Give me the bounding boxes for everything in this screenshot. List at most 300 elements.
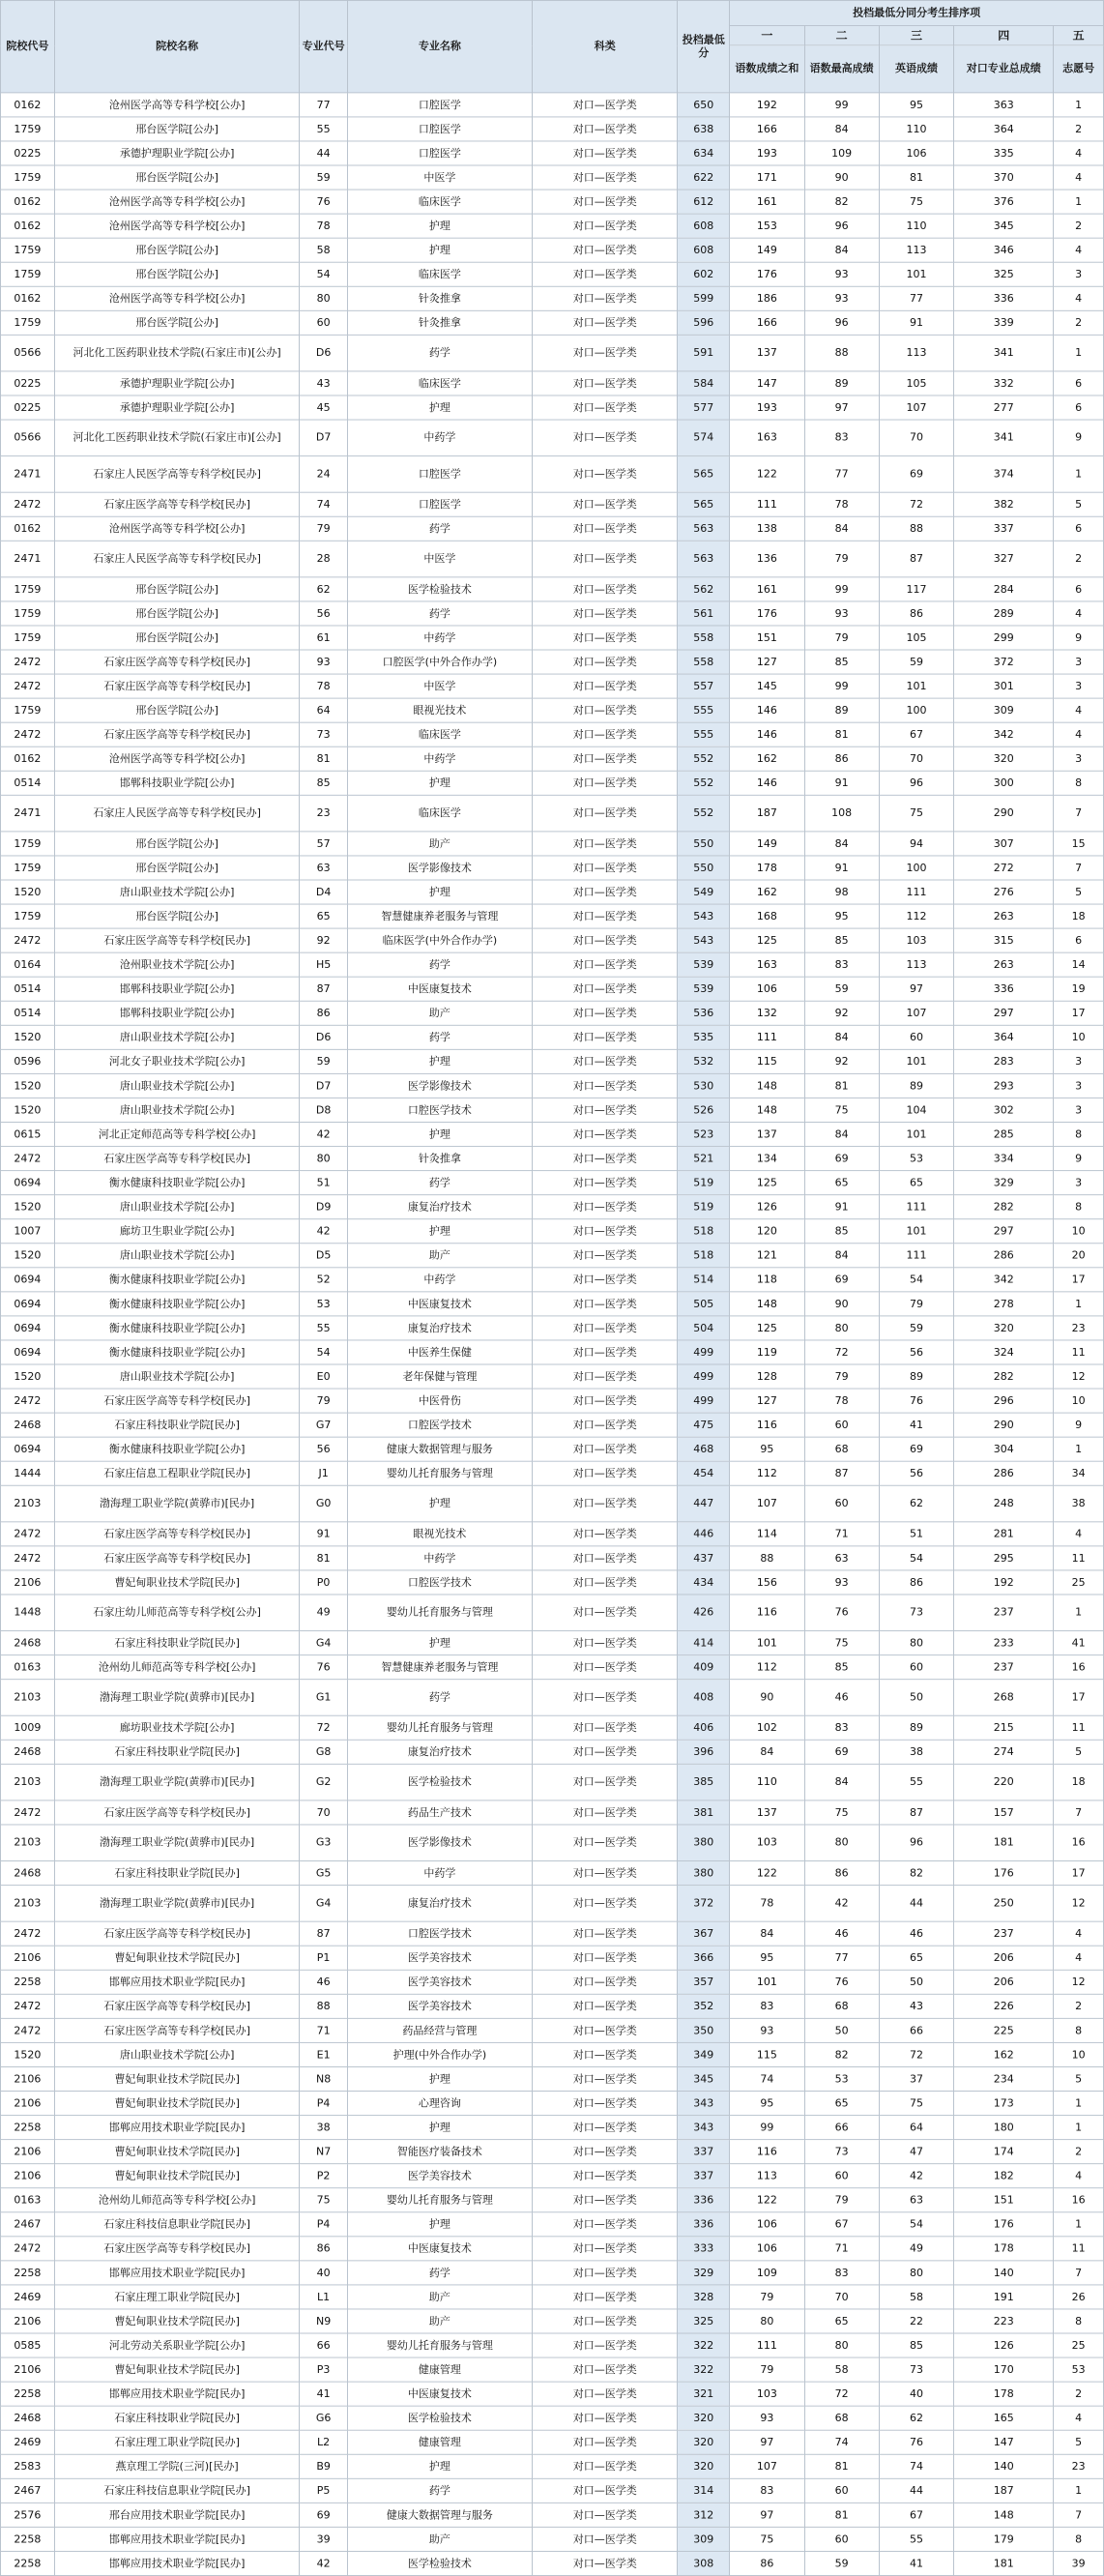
header-chinese-math-max: 语数最高成绩 [804,45,879,93]
cell-min-score: 638 [678,117,730,141]
cell-min-score: 408 [678,1680,730,1716]
cell-vocational-total: 332 [954,371,1054,395]
cell-school-name: 石家庄信息工程职业学院[民办] [54,1461,300,1485]
cell-chinese-math-max: 75 [804,1098,879,1122]
cell-major-name: 眼视光技术 [347,1522,532,1546]
cell-major-code: 62 [300,577,347,601]
cell-major-name: 护理 [347,1631,532,1655]
header-number-5: 五 [1054,25,1104,44]
cell-school-code: 2103 [1,1764,55,1800]
table-row [1,1715,1104,1740]
cell-school-name: 沧州医学高等专科学校[公办] [54,190,300,214]
cell-school-code: 1759 [1,601,55,626]
cell-school-name: 邯郸应用技术职业学院[民办] [54,2527,300,2551]
cell-chinese-math-max: 76 [804,1970,879,1994]
cell-min-score: 539 [678,977,730,1001]
cell-school-name: 邢台医学院[公办] [54,577,300,601]
cell-category: 对口—医学类 [533,2503,678,2527]
cell-english-score: 67 [879,2503,953,2527]
cell-vocational-total: 274 [954,1740,1054,1764]
cell-min-score: 650 [678,93,730,117]
cell-vocational-total: 151 [954,2188,1054,2212]
cell-category: 对口—医学类 [533,904,678,928]
cell-min-score: 437 [678,1546,730,1570]
cell-category: 对口—医学类 [533,214,678,238]
cell-english-score: 55 [879,1764,953,1800]
cell-major-name: 助产 [347,832,532,856]
cell-english-score: 101 [879,1219,953,1244]
cell-min-score: 565 [678,492,730,516]
cell-preference-number: 5 [1054,2066,1104,2091]
cell-min-score: 414 [678,1631,730,1655]
cell-school-code: 0694 [1,1340,55,1364]
cell-vocational-total: 234 [954,2066,1054,2091]
cell-major-code: E0 [300,1364,347,1389]
cell-category: 对口—医学类 [533,2018,678,2042]
cell-english-score: 47 [879,2140,953,2164]
cell-min-score: 409 [678,1655,730,1680]
cell-school-code: 2472 [1,1389,55,1413]
cell-chinese-math-sum: 111 [730,1025,804,1049]
cell-school-name: 石家庄人民医学高等专科学校[民办] [54,541,300,577]
cell-chinese-math-max: 93 [804,286,879,310]
cell-preference-number: 17 [1054,1268,1104,1292]
table-row [1,1098,1104,1122]
cell-preference-number: 4 [1054,722,1104,746]
cell-major-code: 59 [300,1049,347,1073]
cell-preference-number: 4 [1054,286,1104,310]
cell-school-code: 2467 [1,2212,55,2237]
cell-major-name: 婴幼儿托育服务与管理 [347,1715,532,1740]
cell-chinese-math-sum: 121 [730,1244,804,1268]
cell-preference-number: 1 [1054,335,1104,371]
cell-preference-number: 8 [1054,771,1104,795]
cell-category: 对口—医学类 [533,856,678,880]
cell-preference-number: 3 [1054,1171,1104,1195]
cell-preference-number: 2 [1054,541,1104,577]
cell-vocational-total: 181 [954,2551,1054,2575]
cell-vocational-total: 283 [954,1049,1054,1073]
cell-min-score: 555 [678,698,730,722]
cell-major-code: 42 [300,1219,347,1244]
cell-chinese-math-max: 84 [804,516,879,541]
cell-chinese-math-sum: 162 [730,880,804,904]
cell-school-code: 0694 [1,1316,55,1340]
cell-english-score: 113 [879,238,953,262]
cell-english-score: 107 [879,395,953,420]
cell-school-code: 2583 [1,2454,55,2478]
cell-min-score: 530 [678,1073,730,1098]
cell-category: 对口—医学类 [533,928,678,952]
cell-school-name: 承德护理职业学院[公办] [54,141,300,165]
table-row [1,1631,1104,1655]
cell-school-name: 邢台医学院[公办] [54,832,300,856]
cell-chinese-math-max: 87 [804,1461,879,1485]
cell-chinese-math-max: 84 [804,238,879,262]
cell-school-code: 2471 [1,795,55,832]
cell-chinese-math-max: 79 [804,626,879,650]
cell-school-name: 燕京理工学院(三河)[民办] [54,2454,300,2478]
cell-major-code: G4 [300,1631,347,1655]
cell-school-name: 邢台应用技术职业学院[民办] [54,2503,300,2527]
cell-school-name: 石家庄医学高等专科学校[民办] [54,1800,300,1825]
cell-school-name: 河北劳动关系职业学院[公办] [54,2333,300,2357]
cell-chinese-math-max: 85 [804,650,879,674]
cell-major-name: 中药学 [347,1546,532,1570]
cell-vocational-total: 140 [954,2454,1054,2478]
cell-major-name: 医学影像技术 [347,1825,532,1861]
cell-school-name: 邯郸应用技术职业学院[民办] [54,2551,300,2575]
cell-english-score: 75 [879,190,953,214]
cell-chinese-math-sum: 79 [730,2357,804,2382]
cell-chinese-math-sum: 93 [730,2018,804,2042]
cell-english-score: 94 [879,832,953,856]
cell-english-score: 65 [879,1946,953,1970]
cell-school-code: 2469 [1,2285,55,2309]
cell-min-score: 555 [678,722,730,746]
cell-chinese-math-max: 59 [804,977,879,1001]
cell-major-name: 婴幼儿托育服务与管理 [347,1461,532,1485]
table-row [1,2551,1104,2575]
cell-major-code: P0 [300,1570,347,1595]
cell-school-name: 衡水健康科技职业学院[公办] [54,1316,300,1340]
cell-school-code: 1759 [1,577,55,601]
cell-major-code: G3 [300,1825,347,1861]
table-row [1,2212,1104,2237]
cell-chinese-math-sum: 166 [730,117,804,141]
cell-chinese-math-sum: 149 [730,238,804,262]
cell-preference-number: 19 [1054,977,1104,1001]
cell-preference-number: 6 [1054,577,1104,601]
cell-school-code: 2258 [1,2551,55,2575]
cell-chinese-math-sum: 166 [730,310,804,335]
cell-chinese-math-sum: 176 [730,262,804,286]
cell-major-code: D4 [300,880,347,904]
cell-english-score: 77 [879,286,953,310]
cell-category: 对口—医学类 [533,1413,678,1437]
cell-preference-number: 5 [1054,1740,1104,1764]
cell-chinese-math-max: 60 [804,2527,879,2551]
table-row [1,190,1104,214]
cell-english-score: 76 [879,1389,953,1413]
cell-category: 对口—医学类 [533,2140,678,2164]
cell-english-score: 60 [879,1025,953,1049]
cell-school-name: 石家庄理工职业学院[民办] [54,2430,300,2454]
cell-major-code: P4 [300,2092,347,2116]
cell-school-code: 0585 [1,2333,55,2357]
cell-school-code: 2258 [1,2116,55,2140]
header-english-score: 英语成绩 [879,45,953,93]
cell-vocational-total: 140 [954,2261,1054,2285]
cell-school-name: 石家庄科技职业学院[民办] [54,1861,300,1886]
cell-school-name: 沧州医学高等专科学校[公办] [54,516,300,541]
cell-major-name: 药学 [347,335,532,371]
cell-chinese-math-max: 75 [804,1631,879,1655]
table-row [1,165,1104,190]
cell-vocational-total: 376 [954,190,1054,214]
cell-category: 对口—医学类 [533,165,678,190]
cell-min-score: 434 [678,1570,730,1595]
cell-vocational-total: 282 [954,1364,1054,1389]
cell-chinese-math-sum: 83 [730,2478,804,2503]
cell-school-code: 2468 [1,1861,55,1886]
cell-category: 对口—医学类 [533,2188,678,2212]
cell-category: 对口—医学类 [533,977,678,1001]
cell-school-code: 2472 [1,928,55,952]
cell-preference-number: 2 [1054,117,1104,141]
table-row [1,1001,1104,1025]
cell-english-score: 113 [879,335,953,371]
cell-preference-number: 8 [1054,2527,1104,2551]
cell-vocational-total: 364 [954,1025,1054,1049]
cell-vocational-total: 263 [954,952,1054,977]
header-number-2: 二 [804,25,879,44]
cell-vocational-total: 286 [954,1461,1054,1485]
table-row [1,2478,1104,2503]
cell-chinese-math-max: 91 [804,771,879,795]
cell-preference-number: 1 [1054,1292,1104,1316]
table-row [1,1364,1104,1389]
cell-school-name: 邯郸科技职业学院[公办] [54,1001,300,1025]
cell-english-score: 72 [879,2042,953,2066]
table-row [1,2018,1104,2042]
cell-major-code: 23 [300,795,347,832]
cell-major-code: 42 [300,1123,347,1147]
cell-chinese-math-sum: 79 [730,2285,804,2309]
cell-chinese-math-max: 90 [804,1292,879,1316]
cell-school-code: 2472 [1,492,55,516]
cell-preference-number: 38 [1054,1485,1104,1522]
cell-vocational-total: 286 [954,1244,1054,1268]
cell-major-name: 眼视光技术 [347,698,532,722]
cell-min-score: 372 [678,1886,730,1922]
cell-school-name: 唐山职业技术学院[公办] [54,1244,300,1268]
cell-vocational-total: 268 [954,1680,1054,1716]
cell-category: 对口—医学类 [533,1437,678,1461]
table-row [1,1764,1104,1800]
cell-school-name: 沧州职业技术学院[公办] [54,952,300,977]
cell-major-name: 助产 [347,2309,532,2333]
table-row [1,1123,1104,1147]
cell-school-name: 石家庄医学高等专科学校[民办] [54,1546,300,1570]
cell-vocational-total: 320 [954,746,1054,771]
cell-preference-number: 7 [1054,856,1104,880]
table-row [1,2357,1104,2382]
cell-major-code: 39 [300,2527,347,2551]
cell-vocational-total: 250 [954,1886,1054,1922]
header-number-1: 一 [730,25,804,44]
cell-english-score: 86 [879,1570,953,1595]
cell-school-code: 2103 [1,1825,55,1861]
cell-chinese-math-max: 60 [804,2478,879,2503]
table-row [1,1970,1104,1994]
cell-english-score: 50 [879,1970,953,1994]
cell-school-name: 衡水健康科技职业学院[公办] [54,1437,300,1461]
table-row [1,2527,1104,2551]
cell-school-code: 2258 [1,2527,55,2551]
cell-chinese-math-max: 84 [804,1244,879,1268]
cell-english-score: 111 [879,1244,953,1268]
cell-chinese-math-sum: 148 [730,1098,804,1122]
cell-major-code: 65 [300,904,347,928]
cell-english-score: 75 [879,795,953,832]
cell-preference-number: 8 [1054,1123,1104,1147]
cell-major-code: 54 [300,262,347,286]
table-row [1,722,1104,746]
cell-preference-number: 20 [1054,1244,1104,1268]
cell-major-code: 71 [300,2018,347,2042]
cell-major-code: P1 [300,1946,347,1970]
cell-preference-number: 16 [1054,1655,1104,1680]
table-row [1,2188,1104,2212]
cell-category: 对口—医学类 [533,420,678,456]
cell-school-code: 0225 [1,141,55,165]
cell-major-code: G0 [300,1485,347,1522]
table-row [1,214,1104,238]
cell-chinese-math-sum: 146 [730,722,804,746]
cell-chinese-math-sum: 114 [730,1522,804,1546]
cell-category: 对口—医学类 [533,1886,678,1922]
cell-school-name: 河北化工医药职业技术学院(石家庄市)[公办] [54,420,300,456]
cell-preference-number: 11 [1054,1546,1104,1570]
cell-chinese-math-sum: 119 [730,1340,804,1364]
cell-major-name: 护理 [347,2066,532,2091]
cell-chinese-math-max: 77 [804,1946,879,1970]
cell-category: 对口—医学类 [533,952,678,977]
cell-major-name: 医学检验技术 [347,2406,532,2430]
cell-vocational-total: 148 [954,2503,1054,2527]
cell-vocational-total: 382 [954,492,1054,516]
cell-school-code: 0694 [1,1268,55,1292]
cell-english-score: 96 [879,771,953,795]
cell-chinese-math-max: 95 [804,904,879,928]
cell-preference-number: 16 [1054,2188,1104,2212]
cell-major-code: 41 [300,2382,347,2406]
cell-chinese-math-max: 84 [804,1025,879,1049]
cell-category: 对口—医学类 [533,310,678,335]
table-row [1,1413,1104,1437]
cell-major-name: 药学 [347,516,532,541]
cell-category: 对口—医学类 [533,1195,678,1219]
cell-min-score: 536 [678,1001,730,1025]
cell-major-name: 口腔医学 [347,141,532,165]
cell-chinese-math-sum: 115 [730,2042,804,2066]
cell-preference-number: 16 [1054,1825,1104,1861]
cell-school-code: 2471 [1,541,55,577]
cell-chinese-math-sum: 176 [730,601,804,626]
cell-min-score: 321 [678,2382,730,2406]
cell-school-code: 2468 [1,1413,55,1437]
cell-chinese-math-sum: 97 [730,2503,804,2527]
cell-min-score: 562 [678,577,730,601]
cell-school-name: 沧州医学高等专科学校[公办] [54,214,300,238]
cell-major-code: 54 [300,1340,347,1364]
cell-major-code: 38 [300,2116,347,2140]
cell-preference-number: 26 [1054,2285,1104,2309]
cell-category: 对口—医学类 [533,1655,678,1680]
cell-chinese-math-sum: 187 [730,795,804,832]
cell-category: 对口—医学类 [533,2285,678,2309]
cell-chinese-math-max: 72 [804,1340,879,1364]
cell-category: 对口—医学类 [533,1680,678,1716]
cell-chinese-math-sum: 101 [730,1631,804,1655]
cell-chinese-math-sum: 122 [730,1861,804,1886]
cell-english-score: 101 [879,1123,953,1147]
cell-major-name: 康复治疗技术 [347,1886,532,1922]
cell-major-code: 93 [300,650,347,674]
cell-major-name: 助产 [347,1001,532,1025]
cell-school-code: 0225 [1,395,55,420]
cell-min-score: 380 [678,1861,730,1886]
cell-category: 对口—医学类 [533,1861,678,1886]
cell-chinese-math-sum: 116 [730,2140,804,2164]
cell-school-code: 2468 [1,1631,55,1655]
cell-chinese-math-max: 83 [804,2261,879,2285]
cell-category: 对口—医学类 [533,1340,678,1364]
cell-category: 对口—医学类 [533,2357,678,2382]
header-number-3: 三 [879,25,953,44]
cell-major-name: 健康管理 [347,2357,532,2382]
cell-min-score: 309 [678,2527,730,2551]
cell-english-score: 100 [879,856,953,880]
cell-chinese-math-max: 46 [804,1921,879,1946]
cell-school-name: 曹妃甸职业技术学院[民办] [54,2066,300,2091]
cell-major-code: D9 [300,1195,347,1219]
cell-chinese-math-sum: 134 [730,1147,804,1171]
cell-english-score: 113 [879,952,953,977]
cell-chinese-math-max: 82 [804,2042,879,2066]
cell-vocational-total: 215 [954,1715,1054,1740]
cell-category: 对口—医学类 [533,577,678,601]
table-row [1,1570,1104,1595]
cell-chinese-math-max: 92 [804,1001,879,1025]
cell-school-name: 沧州幼儿师范高等专科学校[公办] [54,1655,300,1680]
cell-chinese-math-sum: 137 [730,1123,804,1147]
cell-major-name: 口腔医学 [347,492,532,516]
cell-vocational-total: 289 [954,601,1054,626]
cell-category: 对口—医学类 [533,456,678,493]
table-row [1,541,1104,577]
cell-vocational-total: 342 [954,722,1054,746]
cell-school-name: 渤海理工职业学院(黄骅市)[民办] [54,1886,300,1922]
cell-chinese-math-max: 69 [804,1740,879,1764]
cell-min-score: 325 [678,2309,730,2333]
cell-category: 对口—医学类 [533,190,678,214]
cell-min-score: 357 [678,1970,730,1994]
cell-chinese-math-max: 74 [804,2430,879,2454]
cell-major-code: 51 [300,1171,347,1195]
cell-school-code: 1520 [1,880,55,904]
cell-vocational-total: 182 [954,2164,1054,2188]
cell-major-name: 针灸推拿 [347,286,532,310]
cell-chinese-math-max: 99 [804,577,879,601]
cell-category: 对口—医学类 [533,1025,678,1049]
cell-school-code: 2258 [1,2382,55,2406]
cell-school-name: 石家庄医学高等专科学校[民办] [54,1921,300,1946]
cell-preference-number: 11 [1054,2237,1104,2261]
cell-vocational-total: 341 [954,420,1054,456]
table-row [1,1680,1104,1716]
cell-min-score: 499 [678,1364,730,1389]
cell-min-score: 558 [678,626,730,650]
cell-major-code: 40 [300,2261,347,2285]
cell-major-code: D6 [300,1025,347,1049]
cell-school-name: 石家庄医学高等专科学校[民办] [54,2237,300,2261]
cell-preference-number: 7 [1054,2261,1104,2285]
cell-min-score: 366 [678,1946,730,1970]
cell-school-name: 曹妃甸职业技术学院[民办] [54,2140,300,2164]
cell-school-code: 2472 [1,1994,55,2018]
